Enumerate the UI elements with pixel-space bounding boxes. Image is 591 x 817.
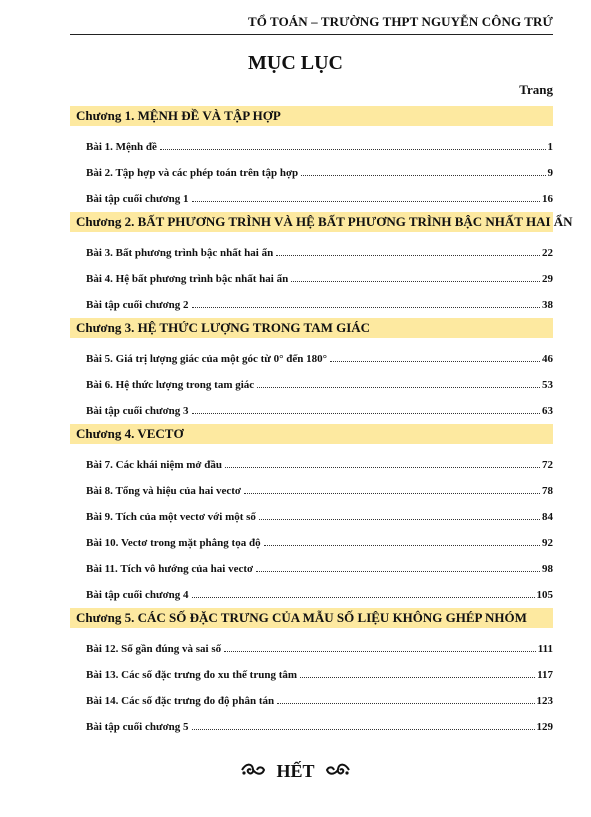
toc-entry-label: Bài tập cuối chương 2 <box>86 299 189 311</box>
toc-entry-label: Bài tập cuối chương 4 <box>86 589 189 601</box>
toc-entry-label: Bài 4. Hệ bất phương trình bậc nhất hai ẩn <box>86 273 289 285</box>
table-of-contents <box>70 106 573 740</box>
chapter-block <box>70 318 553 420</box>
dot-leader <box>244 493 540 494</box>
toc-entry[interactable] <box>70 500 553 526</box>
toc-entry[interactable] <box>70 156 553 182</box>
toc-entry-page: 92 <box>542 537 553 549</box>
chapter-block <box>70 608 553 736</box>
toc-entry-page: 105 <box>536 589 553 601</box>
dot-leader <box>277 703 534 704</box>
dot-leader <box>192 201 540 202</box>
toc-entry-label: Bài 11. Tích vô hướng của hai vectơ <box>86 563 254 575</box>
dot-leader <box>224 651 536 652</box>
toc-entry-page: 78 <box>542 485 553 497</box>
toc-entry-label: Bài 5. Giá trị lượng giác của một góc từ 0° đến 180° <box>86 353 328 365</box>
toc-entry[interactable] <box>70 526 553 552</box>
toc-entry-label: Bài 1. Mệnh đề <box>86 141 157 153</box>
toc-entry[interactable] <box>70 552 553 578</box>
toc-entry[interactable] <box>70 658 553 684</box>
toc-entry-page: 98 <box>542 563 553 575</box>
chapter-heading: Chương 5. CÁC SỐ ĐẶC TRƯNG CỦA MẪU SỐ LIỆU KHÔNG GHÉP NHÓM <box>70 608 553 628</box>
chapter-block <box>70 424 553 604</box>
dot-leader <box>257 387 540 388</box>
toc-entry-page: 63 <box>542 405 553 417</box>
fleuron-icon <box>325 761 351 782</box>
toc-entry[interactable] <box>70 394 553 420</box>
chapter-heading: Chương 1. MỆNH ĐỀ VÀ TẬP HỢP <box>70 106 553 126</box>
dot-leader <box>192 413 540 414</box>
toc-entry-page: 111 <box>537 643 553 655</box>
dot-leader <box>256 571 540 572</box>
dot-leader <box>291 281 540 282</box>
header-divider <box>70 34 553 35</box>
toc-entry[interactable] <box>70 262 553 288</box>
chapter-heading: Chương 3. HỆ THỨC LƯỢNG TRONG TAM GIÁC <box>70 318 553 338</box>
toc-entry-label: Bài 2. Tập hợp và các phép toán trên tập hợp <box>86 167 299 179</box>
toc-entry-page: 84 <box>542 511 553 523</box>
toc-entry-label: Bài 8. Tổng và hiệu của hai vectơ <box>86 485 242 497</box>
toc-entry-label: Bài 7. Các khái niệm mở đầu <box>86 459 222 471</box>
toc-entry-page: 117 <box>537 669 553 681</box>
toc-entry-label: Bài tập cuối chương 3 <box>86 405 189 417</box>
toc-entry-page: 53 <box>542 379 553 391</box>
end-marker <box>0 760 591 782</box>
dot-leader <box>192 307 540 308</box>
toc-entry[interactable] <box>70 342 553 368</box>
page-column-label: Trang <box>519 82 553 97</box>
chapter-block <box>70 106 553 208</box>
chapter-heading: Chương 4. VECTƠ <box>70 424 553 444</box>
toc-entry-page: 129 <box>536 721 553 733</box>
chapter-heading: Chương 2. BẤT PHƯƠNG TRÌNH VÀ HỆ BẤT PHƯƠNG TRÌNH BẬC NHẤT HAI ẨN <box>70 212 553 232</box>
toc-entry[interactable] <box>70 474 553 500</box>
page-title: MỤC LỤC <box>248 52 343 74</box>
toc-entry-label: Bài tập cuối chương 5 <box>86 721 189 733</box>
toc-entry[interactable] <box>70 130 553 156</box>
dot-leader <box>276 255 540 256</box>
toc-entry[interactable] <box>70 632 553 658</box>
dot-leader <box>301 175 545 176</box>
toc-entry[interactable] <box>70 448 553 474</box>
dot-leader <box>330 361 540 362</box>
toc-entry[interactable] <box>70 684 553 710</box>
toc-entry-label: Bài tập cuối chương 1 <box>86 193 189 205</box>
toc-entry-page: 46 <box>542 353 553 365</box>
toc-entry-page: 9 <box>547 167 553 179</box>
dot-leader <box>300 677 535 678</box>
toc-entry[interactable] <box>70 710 553 736</box>
toc-entry-page: 16 <box>542 193 553 205</box>
toc-entry-page: 1 <box>547 141 553 153</box>
dot-leader <box>225 467 540 468</box>
fleuron-icon <box>240 761 266 782</box>
toc-entry-page: 29 <box>542 273 553 285</box>
toc-entry-page: 22 <box>542 247 553 259</box>
toc-entry[interactable] <box>70 236 553 262</box>
toc-entry-label: Bài 3. Bất phương trình bậc nhất hai ẩn <box>86 247 274 259</box>
toc-entry[interactable] <box>70 182 553 208</box>
toc-entry-label: Bài 12. Số gần đúng và sai số <box>86 643 222 655</box>
dot-leader <box>259 519 540 520</box>
toc-entry-label: Bài 6. Hệ thức lượng trong tam giác <box>86 379 255 391</box>
running-header: TỔ TOÁN – TRƯỜNG THPT NGUYỄN CÔNG TRỨ <box>247 14 553 29</box>
toc-entry-page: 38 <box>542 299 553 311</box>
toc-entry[interactable] <box>70 288 553 314</box>
dot-leader <box>192 729 535 730</box>
toc-entry-label: Bài 13. Các số đặc trưng đo xu thế trung tâm <box>86 669 298 681</box>
toc-entry-page: 72 <box>542 459 553 471</box>
toc-entry[interactable] <box>70 368 553 394</box>
toc-entry-label: Bài 10. Vectơ trong mặt phẳng tọa độ <box>86 537 261 549</box>
toc-entry-label: Bài 9. Tích của một vectơ với một số <box>86 511 256 523</box>
chapter-block <box>70 212 573 314</box>
toc-entry-page: 123 <box>536 695 553 707</box>
toc-entry[interactable] <box>70 578 553 604</box>
toc-entry-label: Bài 14. Các số đặc trưng đo độ phân tán <box>86 695 275 707</box>
dot-leader <box>264 545 540 546</box>
dot-leader <box>192 597 535 598</box>
end-text: HẾT <box>276 761 315 782</box>
dot-leader <box>160 149 546 150</box>
